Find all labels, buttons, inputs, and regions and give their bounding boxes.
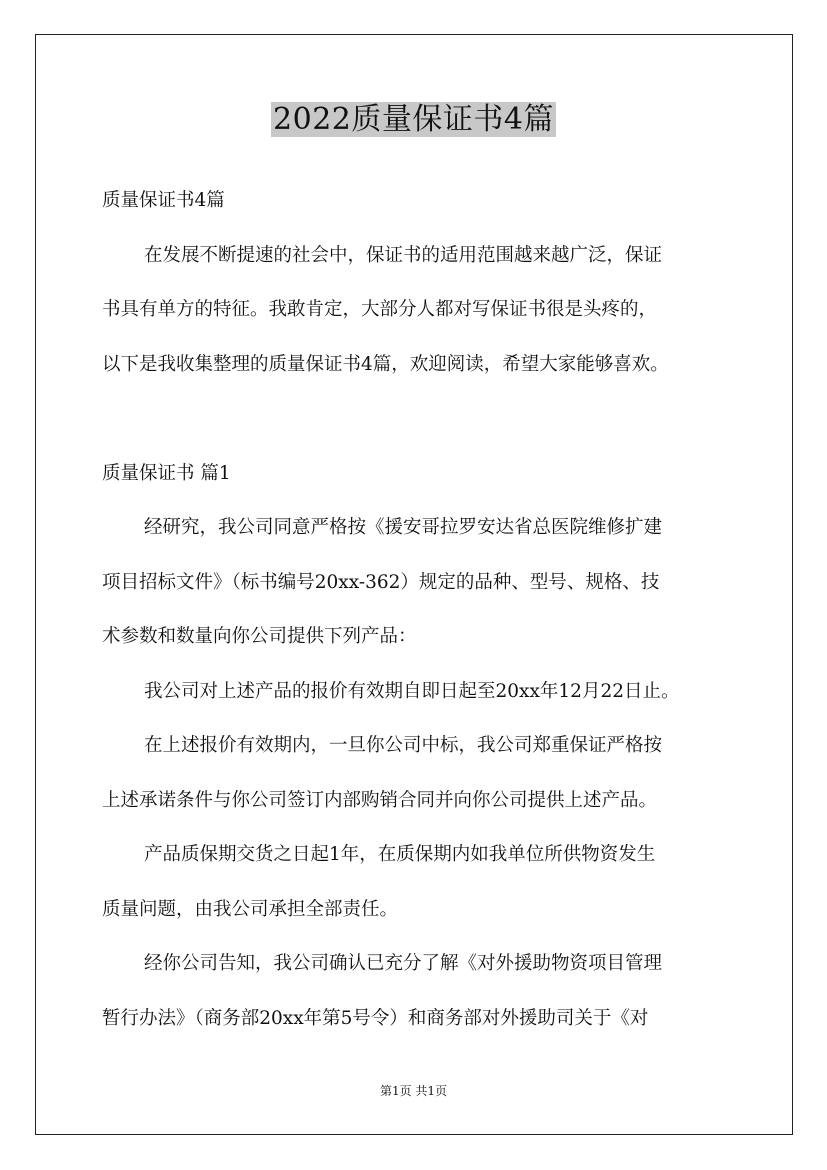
intro-line: 在发展不断提速的社会中，保证书的适用范围越来越广泛，保证 [144,244,663,266]
intro-heading: 质量保证书4篇 [102,190,225,211]
section1-paragraph [102,501,742,665]
body-line: 上述承诺条件与你公司签订内部购销合同并向你公司提供上述产品。 [102,789,658,811]
intro-paragraph [102,229,742,393]
section1-heading: 质量保证书 篇1 [102,462,231,484]
paragraph-spacer [102,392,742,447]
document-body [102,174,742,1046]
page-footer: 第1页 共1页 [379,1084,448,1098]
body-line: 术参数和数量向你公司提供下列产品： [102,626,417,647]
document-title [0,98,827,142]
body-line: 在上述报价有效期内，一旦你公司中标，我公司郑重保证严格按 [144,735,663,756]
section1-paragraph [102,937,742,1046]
body-line: 经你公司告知，我公司确认已充分了解《对外援助物资项目管理 [144,953,663,974]
body-line: 质量问题，由我公司承担全部责任。 [102,898,399,920]
body-line: 产品质保期交货之日起1年，在质保期内如我单位所供物资发生 [144,844,656,865]
document-title-text: 2022质量保证书4篇 [273,102,554,137]
section1-paragraph [102,828,742,937]
body-line: 经研究，我公司同意严格按《援安哥拉罗安达省总医院维修扩建 [144,517,663,538]
body-line: 项目招标文件》（标书编号20xx-362）规定的品种、型号、规格、技 [102,571,660,593]
body-line: 暂行办法》（商务部20xx年第5号令）和商务部对外援助司关于《对 [102,1007,649,1029]
section1-paragraph [102,665,742,720]
intro-line: 书具有单方的特征。我敢肯定，大部分人都对写保证书很是头疼的， [102,299,658,320]
section1-paragraph [102,719,742,828]
intro-line: 以下是我收集整理的质量保证书4篇，欢迎阅读，希望大家能够喜欢。 [102,353,669,375]
body-line: 我公司对上述产品的报价有效期自即日起至20xx年12月22日止。 [144,680,680,702]
